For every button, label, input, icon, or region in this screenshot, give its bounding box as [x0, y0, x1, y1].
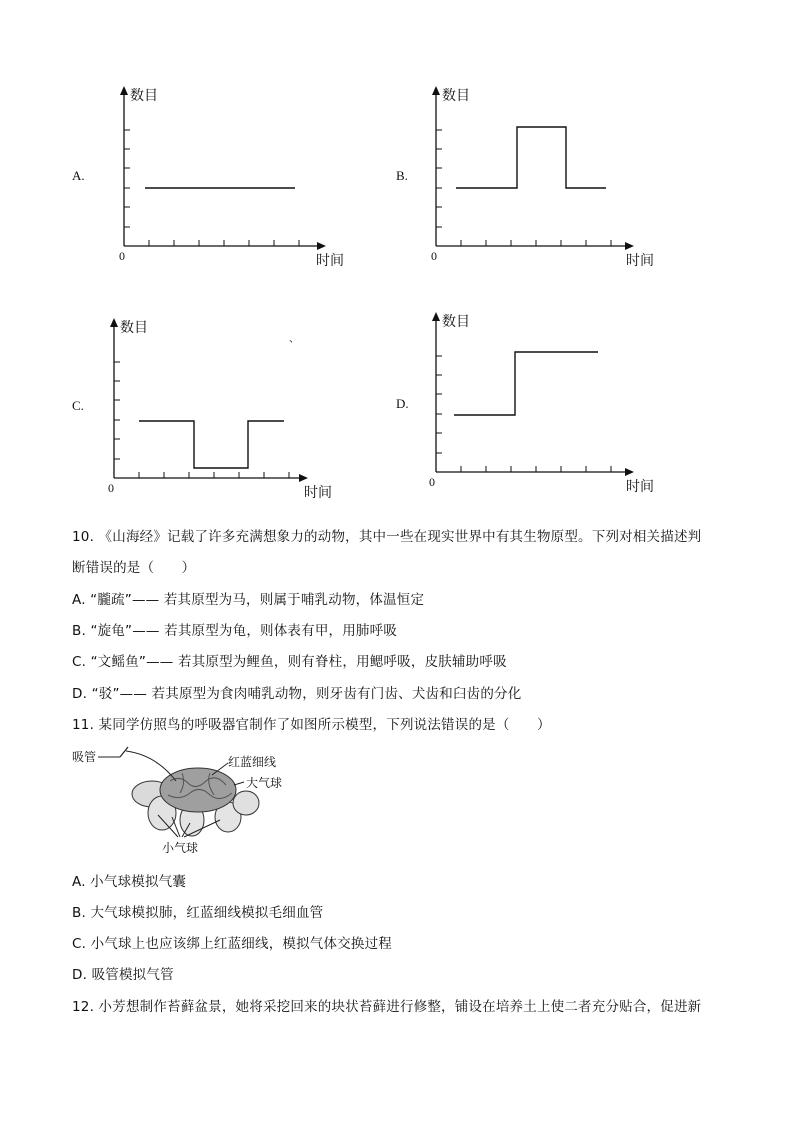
- label-small-balloon: 小气球: [162, 841, 199, 855]
- q10-stem-line1: 10. 《山海经》记载了许多充满想象力的动物，其中一些在现实世界中有其生物原型。下列对相关描述判: [72, 529, 702, 545]
- graph-b-origin: 0: [431, 249, 437, 263]
- label-big-balloon: 大气球: [246, 776, 283, 790]
- graph-option-b: [372, 80, 672, 280]
- graph-a-ylabel: 数目: [130, 88, 158, 104]
- graph-c-ylabel: 数目: [120, 320, 148, 336]
- graph-b-ylabel: 数目: [442, 88, 470, 104]
- q11-option-b: B. 大气球模拟肺，红蓝细线模拟毛细血管: [72, 905, 324, 921]
- stray-mark: 、: [289, 334, 299, 345]
- graph-d-curve: [454, 352, 598, 415]
- label-red-blue-thread: 红蓝细线: [228, 755, 277, 769]
- q11-option-a: A. 小气球模拟气囊: [72, 874, 187, 890]
- graph-a-xlabel: 时间: [316, 253, 344, 269]
- bird-respiration-model-figure: [70, 745, 300, 860]
- option-letter-d: D.: [396, 396, 409, 411]
- option-letter-b: B.: [396, 168, 408, 183]
- graph-option-d: [372, 306, 672, 506]
- graph-c-curve: [139, 421, 284, 468]
- q10-option-d: D. “驳”—— 若其原型为食肉哺乳动物，则牙齿有门齿、犬齿和臼齿的分化: [72, 686, 522, 702]
- graph-a-axes: [60, 80, 360, 280]
- graph-option-a: [60, 80, 360, 280]
- q10-option-a: A. “朧疏”—— 若其原型为马，则属于哺乳动物，体温恒定: [72, 592, 425, 608]
- option-letter-a: A.: [72, 168, 85, 183]
- graph-c-origin: 0: [108, 481, 114, 495]
- graph-option-c: [48, 312, 348, 512]
- label-straw: 吸管: [72, 750, 97, 764]
- graph-b-curve: [456, 127, 606, 188]
- graph-b-xlabel: 时间: [626, 253, 654, 269]
- graph-d-origin: 0: [429, 475, 435, 489]
- q11-option-d: D. 吸管模拟气管: [72, 967, 174, 983]
- q10-option-c: C. “文鳐鱼”—— 若其原型为鲤鱼，则有脊柱，用鳃呼吸，皮肤辅助呼吸: [72, 654, 507, 670]
- q11-option-c: C. 小气球上也应该绑上红蓝细线，模拟气体交换过程: [72, 936, 393, 952]
- q10-stem-line2: 断错误的是（ ）: [72, 560, 196, 576]
- graph-c-xlabel: 时间: [304, 485, 332, 501]
- q10-option-b: B. “旋龟”—— 若其原型为龟，则体表有甲，用肺呼吸: [72, 623, 398, 639]
- graph-d-xlabel: 时间: [626, 479, 654, 495]
- graph-a-origin: 0: [119, 249, 125, 263]
- q11-stem: 11. 某同学仿照鸟的呼吸器官制作了如图所示模型，下列说法错误的是（ ）: [72, 717, 551, 733]
- option-letter-c: C.: [72, 398, 84, 413]
- graph-d-ylabel: 数目: [442, 314, 470, 330]
- q12-stem: 12. 小芳想制作苔藓盆景，她将采挖回来的块状苔藓进行修整，铺设在培养土上使二者充分贴合，促进新: [72, 999, 702, 1015]
- graph-c-axes: [48, 312, 348, 512]
